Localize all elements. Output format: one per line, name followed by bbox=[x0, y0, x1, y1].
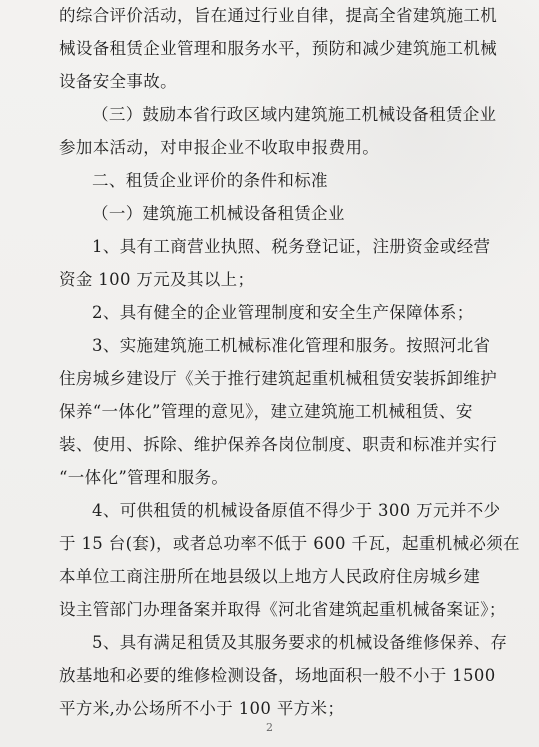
text-line: 3、实施建筑施工机械标准化管理和服务。按照河北省 bbox=[92, 336, 491, 355]
text-line: 设主管部门办理备案并取得《河北省建筑起重机械备案证》； bbox=[59, 600, 506, 619]
text-line: 参加本活动，对申报企业不收取申报费用。 bbox=[59, 138, 380, 157]
page-number: 2 bbox=[266, 721, 273, 734]
text-line: 5、具有满足租赁及其服务要求的机械设备维修保养、存 bbox=[92, 633, 508, 652]
subsection-heading: （一）建筑施工机械设备租赁企业 bbox=[92, 204, 345, 223]
text-line: （三）鼓励本省行政区域内建筑施工机械设备租赁企业 bbox=[92, 105, 497, 124]
text-line: 放基地和必要的维修检测设备，场地面积一般不小于 1500 bbox=[59, 666, 496, 685]
text-line: 的综合评价活动，旨在通过行业自律，提高全省建筑施工机 bbox=[59, 6, 498, 25]
section-heading: 二、租赁企业评价的条件和标准 bbox=[92, 171, 328, 190]
text-line: 4、可供租赁的机械设备原值不得少于 300 万元并不少 bbox=[92, 501, 501, 520]
text-line: “一体化”管理和服务。 bbox=[59, 468, 229, 487]
text-line: 械设备租赁企业管理和服务水平，预防和减少建筑施工机械 bbox=[59, 39, 498, 58]
text-line: 本单位工商注册所在地县级以上地方人民政府住房城乡建 bbox=[59, 567, 481, 586]
text-line: 装、使用、拆除、维护保养各岗位制度、职责和标准并实行 bbox=[59, 435, 498, 454]
text-line: 住房城乡建设厅《关于推行建筑起重机械租赁安装拆卸维护 bbox=[59, 369, 498, 388]
text-line: 设备安全事故。 bbox=[59, 72, 177, 91]
text-line: 1、具有工商营业执照、税务登记证，注册资金或经营 bbox=[92, 237, 491, 256]
text-line: 2、具有健全的企业管理制度和安全生产保障体系； bbox=[92, 303, 474, 322]
text-line: 平方米,办公场所不小于 100 平方米； bbox=[59, 699, 345, 718]
text-line: 资金 100 万元及其以上； bbox=[59, 270, 255, 289]
text-line: 保养“一体化”管理的意见》，建立建筑施工机械租赁、安 bbox=[59, 402, 473, 421]
text-line: 于 15 台(套)，或者总功率不低于 600 千瓦，起重机械必须在 bbox=[59, 534, 520, 553]
